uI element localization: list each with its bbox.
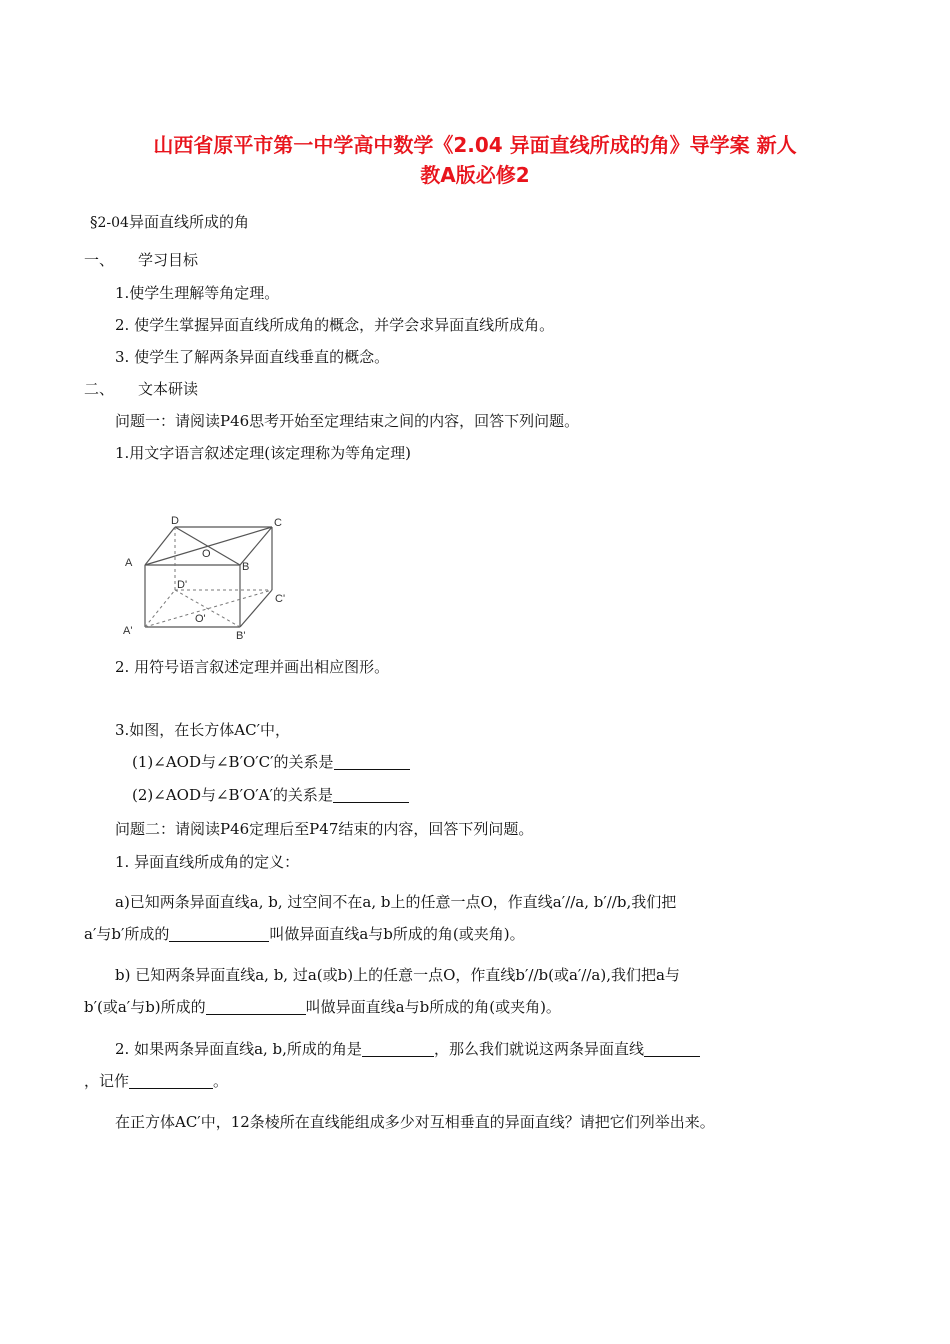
- label-B-prime: B': [236, 630, 246, 642]
- definition-a-pre: a′与b′所成的: [84, 925, 170, 943]
- label-C: C: [274, 517, 282, 529]
- definition-b-pre: b′(或a′与b)所成的: [84, 998, 206, 1016]
- definition-a-line-1: a)已知两条异面直线a, b, 过空间不在a, b上的任意一点O，作直线a′//a, b′//b,我们把: [115, 893, 677, 911]
- title-line-2: 教A版必修2: [420, 163, 530, 187]
- definition-b-post: 叫做异面直线a与b所成的角(或夹角)。: [305, 998, 561, 1016]
- definition-b-line-1: b) 已知两条异面直线a, b, 过a(或b)上的任意一点O，作直线b′//b(或a′//a),我们把a与: [115, 966, 680, 984]
- document-title: [60, 130, 890, 190]
- objective-item-2: 2. 使学生掌握异面直线所成角的概念，并学会求异面直线所成角。: [115, 316, 555, 334]
- answer-blank[interactable]: [206, 999, 306, 1015]
- question-1-item-3-part-1: [132, 752, 410, 772]
- objective-item-3: 3. 使学生了解两条异面直线垂直的概念。: [115, 348, 390, 366]
- label-B: B: [242, 561, 250, 573]
- answer-blank[interactable]: [333, 787, 409, 803]
- part2-heading: 文本研读: [138, 380, 199, 398]
- question-1: 问题一：请阅读P46思考开始至定理结束之间的内容，回答下列问题。: [115, 412, 580, 430]
- label-O-prime: O': [195, 613, 206, 625]
- item-2-mid: ，那么我们就说这两条异面直线: [433, 1040, 644, 1058]
- question-2: 问题二：请阅读P46定理后至P47结束的内容，回答下列问题。: [115, 820, 534, 838]
- answer-blank[interactable]: [334, 754, 410, 770]
- answer-blank[interactable]: [129, 1073, 213, 1089]
- cuboid-figure: [115, 510, 295, 645]
- answer-blank[interactable]: [169, 926, 269, 942]
- section-heading-text: 异面直线所成的角: [128, 213, 249, 231]
- question-2-item-2-line-2: [84, 1071, 228, 1091]
- definition-a-line-2: [84, 924, 525, 944]
- answer-blank[interactable]: [362, 1041, 434, 1057]
- label-A: A: [125, 557, 133, 569]
- item-3-part-1-text: (1)∠AOD与∠B′O′C′的关系是: [132, 753, 334, 771]
- objective-item-1: 1.使学生理解等角定理。: [115, 284, 280, 302]
- question-2-item-2-line-1: [115, 1039, 700, 1059]
- label-C-prime: C': [275, 593, 286, 605]
- item-3-part-2-text: (2)∠AOD与∠B′O′A′的关系是: [132, 786, 333, 804]
- part2-number: 二、: [84, 380, 115, 398]
- title-line-1: 山西省原平市第一中学高中数学《2.04 异面直线所成的角》导学案 新人: [153, 133, 797, 157]
- item-2-line-2-pre: ，记作: [84, 1072, 130, 1090]
- item-2-pre: 2. 如果两条异面直线a, b,所成的角是: [115, 1040, 362, 1058]
- section-code: 2-04: [97, 215, 129, 231]
- question-1-item-2: 2. 用符号语言叙述定理并画出相应图形。: [115, 658, 390, 676]
- final-question: 在正方体AC′中，12条棱所在直线能组成多少对互相垂直的异面直线？请把它们列举出来。: [115, 1113, 715, 1131]
- section-heading: [90, 212, 249, 233]
- section-mark: §: [90, 213, 98, 231]
- part1-heading: 学习目标: [138, 251, 199, 269]
- definition-b-line-2: [84, 997, 561, 1017]
- definition-a-post: 叫做异面直线a与b所成的角(或夹角)。: [269, 925, 525, 943]
- answer-blank[interactable]: [644, 1041, 700, 1057]
- question-1-item-3: 3.如图，在长方体AC′中，: [115, 721, 291, 739]
- label-O: O: [202, 548, 211, 560]
- question-1-item-3-part-2: [132, 785, 409, 805]
- label-D: D: [171, 515, 179, 527]
- part1-number: 一、: [84, 251, 115, 269]
- label-D-prime: D': [177, 579, 188, 591]
- item-2-line-2-post: 。: [213, 1072, 229, 1090]
- label-A-prime: A': [123, 625, 133, 637]
- question-1-item-1: 1.用文字语言叙述定理(该定理称为等角定理): [115, 444, 412, 462]
- question-2-item-1: 1. 异面直线所成角的定义：: [115, 853, 300, 871]
